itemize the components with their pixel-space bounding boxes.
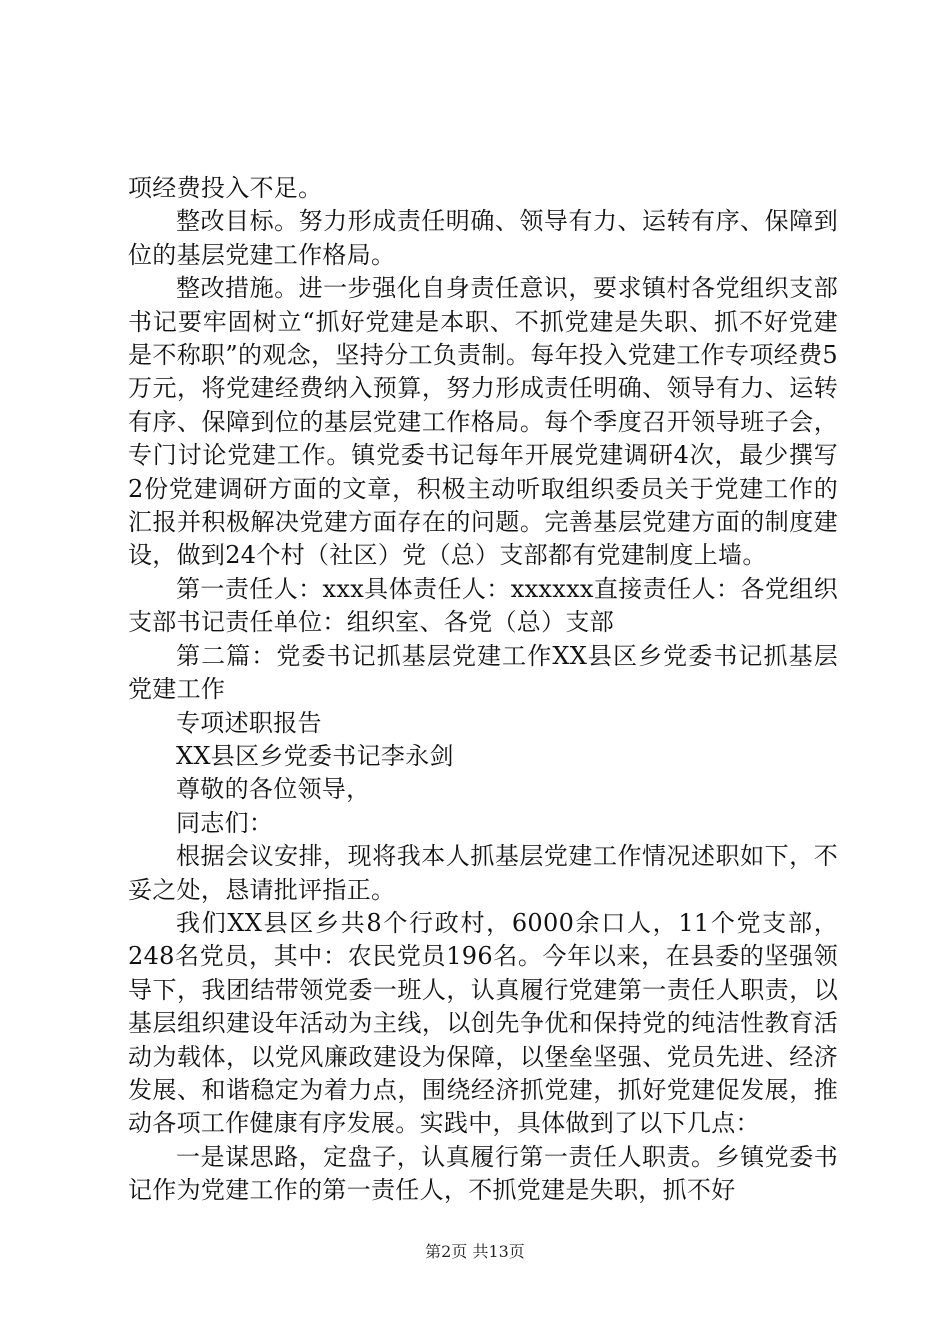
paragraph: 同志们： bbox=[176, 808, 274, 837]
page-footer: 第2页 共13页 bbox=[425, 1242, 525, 1261]
paragraph: 一是谋思路，定盘子，认真履行第一责任人职责。乡镇党委书记作为党建工作的第一责任人，不抓党建是失职，抓不好 bbox=[128, 1142, 838, 1205]
paragraph: 我们XX县区乡共8个行政村，6000余口人，11个党支部，248名党员，其中：农民党员196名。今年以来，在县委的坚强领导下，我团结带领党委一班人，认真履行党建第一责任人职责，以基层组织建设年活动为主线，以创先争优和保持党的纯洁性教育活动为载体，以党风廉政建设为保障，以堡垒坚强、党员先进、经济发展、和谐稳定为着力点，围绕经济抓党建，抓好党建促发展，推动各项工作健康有序发展。实践中，具体做到了以下几点： bbox=[128, 908, 838, 1138]
paragraph: 整改措施。进一步强化自身责任意识，要求镇村各党组织支部书记要牢固树立“抓好党建是本职、不抓党建是失职、抓不好党建是不称职”的观念，坚持分工负责制。每年投入党建工作专项经费5万元，将党建经费纳入预算，努力形成责任明确、领导有力、运转有序、保障到位的基层党建工作格局。每个季度召开领导班子会，专门讨论党建工作。镇党委书记每年开展党建调研4次，最少撰写2份党建调研方面的文章，积极主动听取组织委员关于党建工作的汇报并积极解决党建方面存在的问题。完善基层党建方面的制度建设，做到24个村（社区）党（总）支部都有党建制度上墙。 bbox=[128, 274, 838, 570]
paragraph: 项经费投入不足。 bbox=[128, 174, 323, 202]
paragraph: 整改目标。努力形成责任明确、领导有力、运转有序、保障到位的基层党建工作格局。 bbox=[128, 207, 838, 269]
paragraph: 尊敬的各位领导， bbox=[176, 775, 371, 804]
document-body bbox=[128, 172, 838, 1208]
paragraph: XX县区乡党委书记李永剑 bbox=[176, 741, 454, 770]
paragraph: 根据会议安排，现将我本人抓基层党建工作情况述职如下，不妥之处，恳请批评指正。 bbox=[128, 842, 838, 904]
paragraph: 第一责任人：xxx具体责任人：xxxxxx直接责任人：各党组织支部书记责任单位：组织室、各党（总）支部 bbox=[128, 574, 838, 637]
paragraph: 第二篇：党委书记抓基层党建工作XX县区乡党委书记抓基层党建工作 bbox=[128, 641, 838, 704]
paragraph: 专项述职报告 bbox=[176, 708, 322, 737]
